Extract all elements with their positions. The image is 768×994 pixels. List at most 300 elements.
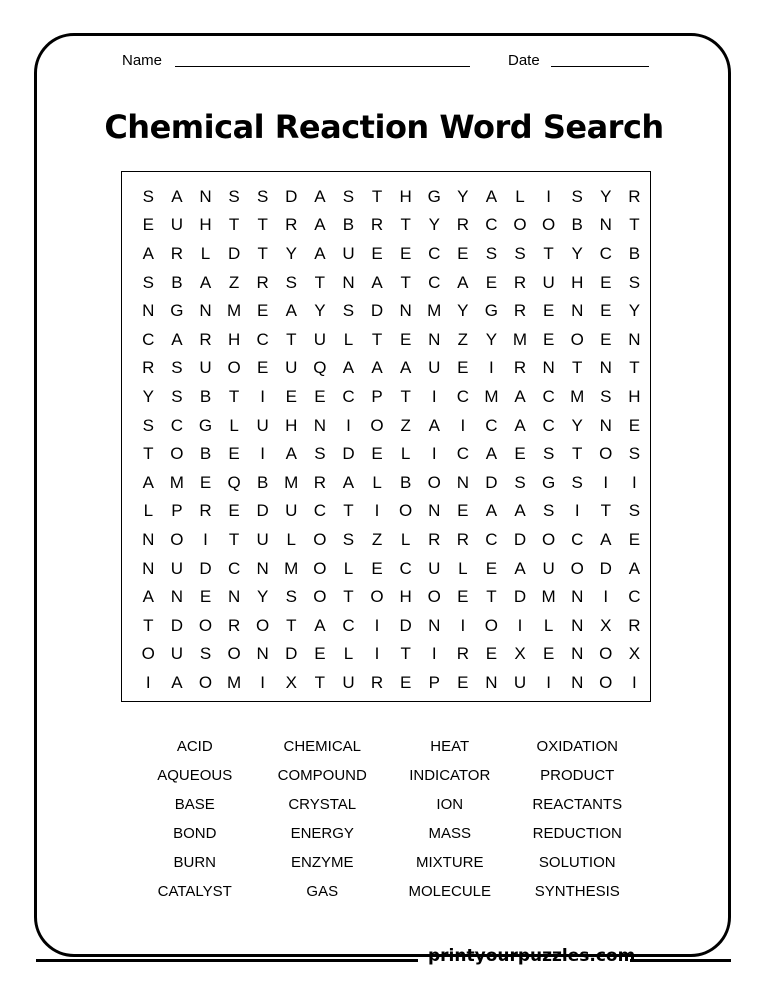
- grid-letter: E: [228, 444, 240, 464]
- grid-letter: R: [199, 501, 212, 521]
- grid-letter: L: [372, 472, 382, 492]
- grid-letter: A: [600, 529, 612, 549]
- grid-letter: G: [170, 301, 184, 321]
- grid-letter: M: [226, 672, 242, 692]
- grid-letter: P: [371, 386, 383, 406]
- grid-letter: L: [200, 243, 211, 263]
- grid-letter: P: [428, 672, 440, 692]
- grid-letter: O: [141, 644, 155, 664]
- grid-letter: C: [542, 415, 555, 435]
- grid-letter: U: [285, 501, 298, 521]
- grid-letter: H: [227, 329, 241, 349]
- grid-letter: I: [260, 386, 266, 406]
- grid-letter: M: [512, 329, 528, 349]
- grid-letter: T: [343, 501, 354, 521]
- grid-letter: D: [485, 472, 498, 492]
- grid-letter: A: [628, 558, 641, 578]
- grid-letter: Y: [571, 243, 583, 263]
- grid-letter: I: [203, 529, 208, 549]
- grid-letter: E: [457, 358, 469, 378]
- grid-letter: T: [257, 243, 268, 263]
- grid-letter: B: [399, 472, 412, 492]
- grid-letter: E: [199, 472, 212, 492]
- word-item: ENERGY: [290, 825, 354, 842]
- grid-letter: B: [199, 444, 212, 464]
- grid-letter: E: [457, 501, 469, 521]
- grid-letter: N: [571, 644, 584, 664]
- grid-letter: C: [428, 272, 441, 292]
- grid-letter: T: [314, 272, 326, 292]
- grid-letter: S: [342, 529, 355, 549]
- grid-letter: S: [285, 587, 297, 607]
- word-item: CRYSTAL: [288, 796, 357, 813]
- grid-letter: N: [428, 329, 441, 349]
- grid-letter: S: [628, 501, 641, 521]
- grid-letter: N: [256, 644, 269, 664]
- grid-letter: I: [489, 358, 494, 378]
- grid-letter: S: [142, 272, 154, 292]
- grid-letter: E: [399, 329, 412, 349]
- grid-letter: Y: [457, 186, 469, 206]
- grid-letter: M: [484, 386, 499, 406]
- grid-letter: G: [198, 415, 213, 435]
- grid-letter: Y: [285, 243, 297, 263]
- grid-letter: N: [170, 587, 184, 607]
- grid-letter: N: [199, 186, 212, 206]
- grid-letter: M: [570, 386, 585, 406]
- grid-letter: Y: [428, 215, 440, 235]
- grid-letter: R: [428, 529, 441, 549]
- grid-letter: I: [517, 615, 523, 635]
- grid-letter: R: [370, 215, 384, 235]
- word-item: CATALYST: [157, 883, 232, 900]
- grid-letter: D: [342, 444, 355, 464]
- grid-letter: R: [142, 358, 155, 378]
- grid-letter: L: [400, 444, 411, 464]
- grid-letter: T: [371, 186, 383, 206]
- grid-letter: B: [199, 386, 212, 406]
- word-item: BURN: [173, 854, 216, 871]
- grid-letter: L: [343, 644, 354, 664]
- grid-letter: E: [457, 587, 469, 607]
- grid-letter: O: [599, 672, 613, 692]
- grid-letter: U: [170, 215, 184, 235]
- grid-letter: B: [628, 243, 641, 263]
- grid-letter: I: [460, 415, 466, 435]
- grid-letter: N: [571, 615, 584, 635]
- grid-letter: D: [285, 644, 298, 664]
- grid-letter: E: [399, 672, 412, 692]
- grid-letter: T: [486, 587, 497, 607]
- grid-letter: U: [256, 529, 269, 549]
- grid-letter: A: [399, 358, 412, 378]
- grid-letter: M: [541, 587, 556, 607]
- grid-letter: S: [342, 301, 355, 321]
- grid-letter: N: [542, 358, 555, 378]
- grid-letter: A: [485, 444, 498, 464]
- grid-letter: O: [198, 615, 213, 635]
- grid-letter: U: [342, 243, 355, 263]
- grid-letter: R: [227, 615, 241, 635]
- grid-letter: E: [371, 558, 383, 578]
- grid-letter: L: [286, 529, 296, 549]
- grid-letter: Y: [628, 301, 641, 321]
- grid-letter: S: [628, 444, 641, 464]
- grid-letter: T: [400, 644, 411, 664]
- grid-letter: I: [546, 186, 551, 206]
- grid-letter: D: [285, 186, 298, 206]
- grid-letter: I: [374, 615, 380, 635]
- grid-letter: A: [142, 472, 154, 492]
- grid-letter: A: [285, 301, 297, 321]
- grid-letter: X: [600, 615, 612, 635]
- grid-letter: A: [199, 272, 212, 292]
- grid-letter: S: [228, 186, 240, 206]
- grid-letter: Z: [371, 529, 383, 549]
- grid-letter: Y: [571, 415, 583, 435]
- grid-letter: S: [542, 444, 555, 464]
- grid-letter: S: [571, 472, 583, 492]
- grid-letter: A: [514, 415, 526, 435]
- grid-letter: T: [400, 386, 411, 406]
- grid-letter: T: [543, 243, 554, 263]
- grid-letter: E: [257, 358, 269, 378]
- grid-letter: A: [514, 501, 526, 521]
- grid-letter: T: [286, 615, 297, 635]
- grid-letter: E: [542, 301, 555, 321]
- grid-letter: C: [399, 558, 412, 578]
- grid-letter: O: [541, 215, 556, 235]
- grid-letter: T: [228, 215, 240, 235]
- grid-letter: M: [169, 472, 184, 492]
- grid-letter: I: [603, 472, 609, 492]
- grid-letter: N: [456, 472, 469, 492]
- grid-letter: Y: [314, 301, 326, 321]
- grid-letter: U: [170, 644, 184, 664]
- grid-letter: Y: [600, 186, 612, 206]
- grid-letter: C: [485, 529, 498, 549]
- letter-grid: [121, 171, 651, 702]
- grid-letter: E: [485, 644, 498, 664]
- grid-letter: R: [456, 529, 469, 549]
- grid-letter: R: [513, 358, 527, 378]
- grid-letter: S: [628, 272, 641, 292]
- word-item: REACTANTS: [532, 796, 623, 813]
- grid-letter: N: [571, 672, 584, 692]
- grid-letter: D: [370, 301, 384, 321]
- grid-letter: N: [142, 301, 155, 321]
- word-item: MOLECULE: [408, 883, 492, 900]
- grid-letter: S: [514, 472, 526, 492]
- footer-rule-left: [36, 959, 418, 962]
- grid-letter: N: [142, 558, 155, 578]
- grid-letter: D: [199, 558, 212, 578]
- grid-letter: O: [570, 329, 584, 349]
- grid-letter: T: [314, 672, 326, 692]
- grid-letter: E: [600, 301, 612, 321]
- grid-letter: T: [572, 444, 583, 464]
- grid-letter: O: [599, 644, 613, 664]
- grid-letter: R: [628, 615, 641, 635]
- grid-letter: O: [198, 672, 213, 692]
- word-item: CHEMICAL: [283, 738, 361, 755]
- grid-letter: C: [342, 615, 355, 635]
- grid-letter: S: [514, 243, 526, 263]
- grid-letter: L: [543, 615, 554, 635]
- grid-letter: X: [514, 644, 526, 664]
- grid-letter: U: [542, 272, 555, 292]
- grid-letter: U: [428, 558, 441, 578]
- grid-letter: E: [399, 243, 412, 263]
- grid-letter: A: [428, 415, 440, 435]
- grid-letter: Y: [142, 386, 154, 406]
- grid-letter: C: [227, 558, 241, 578]
- grid-letter: O: [313, 587, 327, 607]
- grid-letter: S: [199, 644, 212, 664]
- grid-letter: N: [227, 587, 241, 607]
- grid-letter: L: [515, 186, 525, 206]
- grid-letter: N: [199, 301, 212, 321]
- grid-letter: Y: [257, 587, 269, 607]
- grid-letter: I: [546, 672, 551, 692]
- grid-letter: N: [256, 558, 269, 578]
- word-item: HEAT: [430, 738, 470, 755]
- word-item: PRODUCT: [540, 767, 615, 784]
- word-item: MIXTURE: [416, 854, 484, 871]
- word-item: ENZYME: [290, 854, 354, 871]
- grid-letter: S: [600, 386, 612, 406]
- date-line: [551, 66, 649, 67]
- grid-letter: E: [457, 243, 469, 263]
- grid-letter: L: [229, 415, 239, 435]
- grid-letter: N: [313, 415, 326, 435]
- word-item: COMPOUND: [277, 767, 367, 784]
- grid-letter: N: [142, 529, 155, 549]
- grid-letter: I: [431, 644, 437, 664]
- grid-letter: A: [314, 186, 326, 206]
- grid-letter: H: [399, 587, 412, 607]
- grid-letter: E: [628, 415, 641, 435]
- grid-letter: D: [399, 615, 412, 635]
- grid-letter: I: [346, 415, 351, 435]
- grid-letter: C: [428, 243, 441, 263]
- grid-letter: T: [143, 615, 154, 635]
- word-item: GAS: [306, 883, 339, 900]
- grid-letter: D: [256, 501, 269, 521]
- grid-letter: U: [199, 358, 212, 378]
- grid-letter: T: [629, 358, 640, 378]
- page-title: Chemical Reaction Word Search: [104, 108, 664, 146]
- grid-letter: C: [342, 386, 355, 406]
- grid-letter: A: [314, 243, 326, 263]
- grid-letter: A: [371, 358, 383, 378]
- grid-letter: A: [342, 358, 355, 378]
- grid-letter: T: [400, 272, 411, 292]
- grid-letter: R: [170, 243, 184, 263]
- grid-letter: B: [171, 272, 183, 292]
- grid-letter: U: [542, 558, 555, 578]
- grid-letter: O: [170, 444, 184, 464]
- grid-letter: C: [456, 386, 469, 406]
- grid-letter: C: [542, 386, 555, 406]
- grid-letter: C: [170, 415, 184, 435]
- grid-letter: R: [456, 644, 469, 664]
- grid-letter: E: [514, 444, 526, 464]
- grid-letter: Y: [485, 329, 498, 349]
- grid-letter: R: [199, 329, 212, 349]
- grid-letter: E: [371, 444, 383, 464]
- grid-letter: C: [628, 587, 641, 607]
- grid-letter: E: [485, 558, 498, 578]
- grid-letter: S: [542, 501, 555, 521]
- grid-letter: U: [428, 358, 441, 378]
- grid-letter: E: [485, 272, 498, 292]
- grid-letter: E: [542, 644, 555, 664]
- word-item: REDUCTION: [532, 825, 622, 842]
- grid-letter: Z: [228, 272, 240, 292]
- grid-letter: G: [484, 301, 499, 321]
- grid-letter: E: [285, 386, 297, 406]
- grid-letter: C: [256, 329, 269, 349]
- grid-letter: A: [314, 615, 326, 635]
- grid-letter: N: [571, 587, 584, 607]
- grid-letter: S: [285, 272, 297, 292]
- grid-letter: R: [370, 672, 384, 692]
- word-item: INDICATOR: [409, 767, 491, 784]
- word-item: AQUEOUS: [157, 767, 233, 784]
- grid-letter: I: [431, 444, 437, 464]
- word-item: BOND: [173, 825, 217, 842]
- grid-letter: O: [370, 415, 384, 435]
- grid-letter: E: [314, 386, 326, 406]
- grid-letter: I: [260, 672, 266, 692]
- grid-letter: E: [228, 501, 240, 521]
- grid-letter: I: [374, 644, 380, 664]
- grid-letter: A: [457, 272, 469, 292]
- grid-letter: A: [342, 472, 355, 492]
- grid-letter: E: [600, 272, 612, 292]
- grid-letter: T: [371, 329, 383, 349]
- grid-letter: N: [571, 301, 584, 321]
- grid-letter: I: [632, 672, 637, 692]
- grid-letter: I: [574, 501, 580, 521]
- grid-letter: C: [485, 415, 498, 435]
- grid-letter: D: [513, 529, 527, 549]
- grid-letter: E: [199, 587, 212, 607]
- grid-letter: L: [458, 558, 468, 578]
- grid-letter: A: [514, 558, 526, 578]
- grid-letter: N: [342, 272, 355, 292]
- grid-letter: B: [571, 215, 583, 235]
- grid-letter: S: [171, 358, 183, 378]
- grid-letter: O: [313, 558, 327, 578]
- word-list: [131, 735, 641, 909]
- grid-letter: M: [226, 301, 242, 321]
- grid-letter: S: [171, 386, 183, 406]
- grid-letter: T: [400, 215, 411, 235]
- grid-letter: G: [541, 472, 556, 492]
- grid-letter: R: [313, 472, 326, 492]
- grid-letter: T: [228, 386, 240, 406]
- grid-letter: C: [142, 329, 155, 349]
- grid-letter: O: [541, 529, 556, 549]
- grid-letter: M: [427, 301, 442, 321]
- word-item: OXIDATION: [536, 738, 618, 755]
- grid-letter: R: [456, 215, 469, 235]
- grid-letter: U: [256, 415, 269, 435]
- grid-letter: E: [542, 329, 555, 349]
- grid-letter: M: [284, 558, 299, 578]
- grid-letter: N: [485, 672, 498, 692]
- grid-letter: C: [571, 529, 584, 549]
- grid-letter: O: [313, 529, 327, 549]
- grid-letter: C: [599, 243, 612, 263]
- grid-letter: T: [600, 501, 611, 521]
- grid-letter: R: [256, 272, 269, 292]
- grid-letter: C: [485, 215, 498, 235]
- word-item: BASE: [174, 796, 215, 813]
- grid-letter: N: [599, 215, 612, 235]
- name-label: Name: [122, 52, 163, 69]
- grid-letter: S: [314, 444, 326, 464]
- grid-letter: I: [460, 615, 466, 635]
- grid-letter: S: [485, 243, 498, 263]
- grid-letter: A: [142, 587, 154, 607]
- grid-letter: O: [399, 501, 413, 521]
- grid-letter: A: [485, 501, 498, 521]
- grid-letter: L: [143, 501, 154, 521]
- grid-letter: A: [142, 243, 154, 263]
- grid-letter: A: [171, 329, 183, 349]
- grid-letter: L: [343, 558, 354, 578]
- grid-letter: R: [285, 215, 298, 235]
- grid-letter: S: [142, 415, 154, 435]
- grid-letter: H: [571, 272, 584, 292]
- grid-letter: S: [571, 186, 583, 206]
- grid-letter: R: [513, 301, 527, 321]
- grid-letter: S: [342, 186, 355, 206]
- grid-letter: O: [427, 472, 441, 492]
- grid-letter: C: [456, 444, 469, 464]
- word-item: ION: [436, 796, 464, 813]
- grid-letter: H: [399, 186, 412, 206]
- grid-letter: A: [171, 186, 183, 206]
- date-label: Date: [508, 52, 540, 69]
- grid-letter: U: [342, 672, 355, 692]
- grid-letter: R: [628, 186, 641, 206]
- grid-letter: O: [170, 529, 184, 549]
- grid-letter: A: [314, 215, 326, 235]
- grid-letter: M: [284, 472, 299, 492]
- grid-letter: N: [399, 301, 412, 321]
- grid-letter: L: [400, 529, 411, 549]
- grid-letter: O: [370, 587, 384, 607]
- grid-letter: Y: [457, 301, 469, 321]
- grid-letter: D: [227, 243, 241, 263]
- grid-letter: T: [629, 215, 640, 235]
- grid-letter: U: [513, 672, 527, 692]
- grid-letter: H: [285, 415, 298, 435]
- grid-letter: H: [628, 386, 641, 406]
- grid-letter: P: [171, 501, 183, 521]
- grid-letter: A: [371, 272, 383, 292]
- grid-letter: N: [428, 615, 441, 635]
- grid-letter: B: [342, 215, 355, 235]
- grid-letter: U: [170, 558, 184, 578]
- grid-letter: O: [256, 615, 270, 635]
- grid-letter: U: [313, 329, 326, 349]
- grid-letter: A: [285, 444, 297, 464]
